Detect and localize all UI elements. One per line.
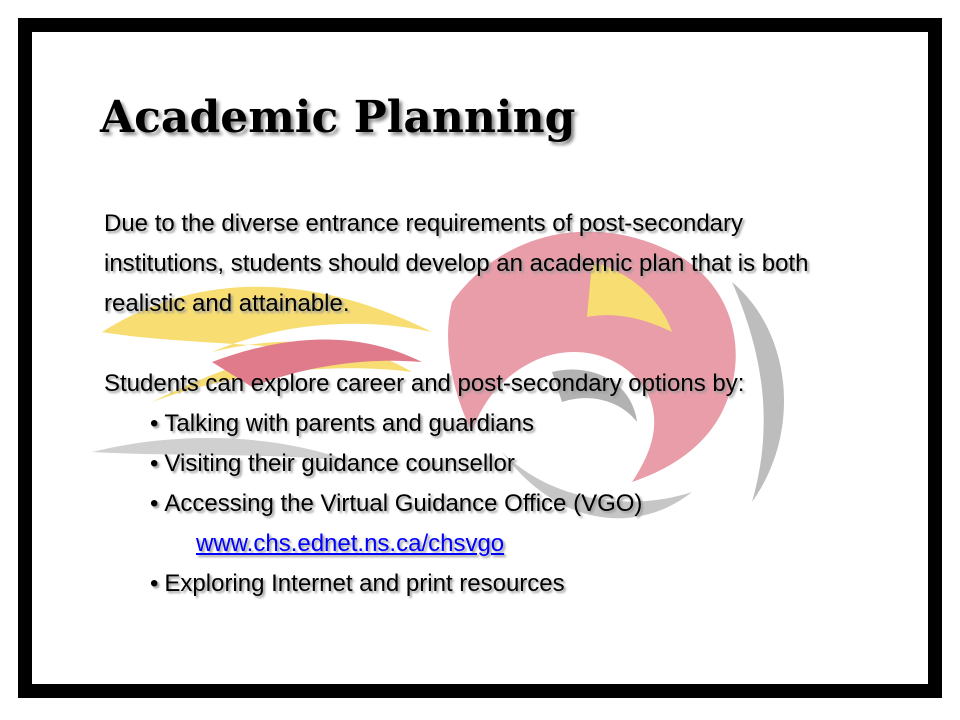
- bullet-icon: •: [150, 450, 159, 477]
- paragraph-spacer: [104, 324, 844, 364]
- bullet-icon: •: [150, 490, 159, 517]
- slide-title: Academic Planning: [100, 92, 576, 143]
- list-item: [150, 444, 844, 484]
- list-item: [150, 404, 844, 444]
- list-item-label: Visiting their guidance counsellor: [164, 450, 515, 477]
- bullet-icon: •: [150, 570, 159, 597]
- list-item-label: Exploring Internet and print resources: [164, 570, 565, 597]
- intro-paragraph: Due to the diverse entrance requirements of post-secondary institutions, students should develop an academic plan that is both realistic and attainable.: [104, 210, 809, 317]
- list-item: [150, 484, 844, 524]
- vgo-link[interactable]: www.chs.ednet.ns.ca/chsvgo: [196, 530, 505, 557]
- slide-body: [104, 204, 844, 604]
- options-paragraph: Students can explore career and post-secondary options by:: [104, 370, 745, 397]
- bullet-icon: •: [150, 410, 159, 437]
- vgo-link-row: [150, 524, 844, 564]
- options-list: [104, 404, 844, 604]
- list-item: [150, 564, 844, 604]
- slide-frame: [18, 18, 942, 698]
- list-item-label: Accessing the Virtual Guidance Office (VGO): [164, 490, 643, 517]
- list-item-label: Talking with parents and guardians: [164, 410, 534, 437]
